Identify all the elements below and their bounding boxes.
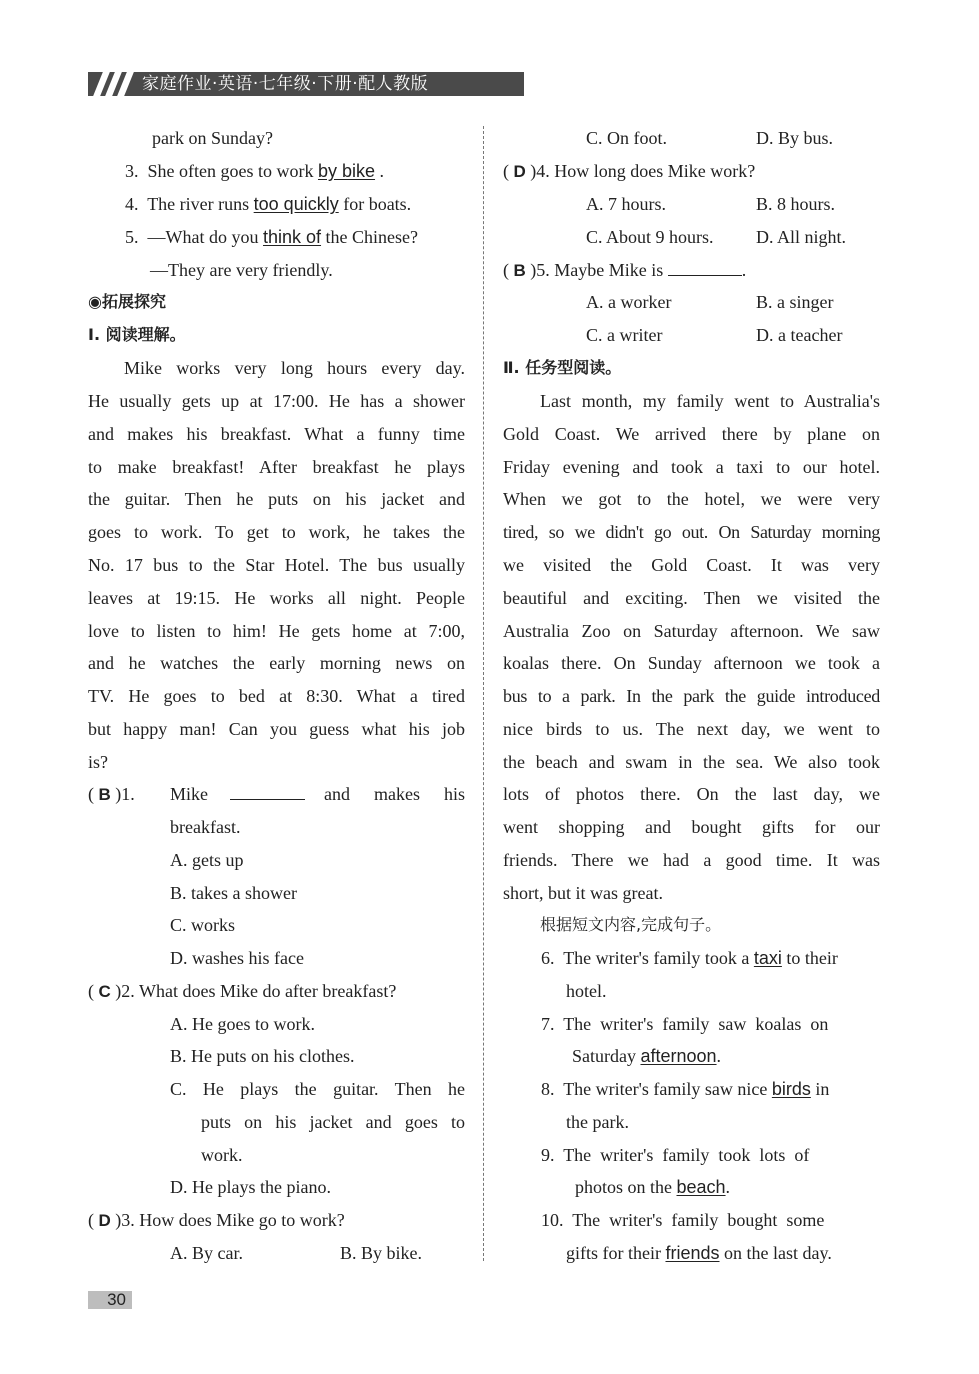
question-1-stem-b: and makes his [324, 784, 465, 804]
task-7: 7. The writer's family saw koalas on [541, 1014, 829, 1034]
passage-line: bus to a park. In the park the guide introduced [503, 686, 880, 706]
passage-line: but happy man! Can you guess what his job [88, 719, 465, 739]
passage-line: He usually gets up at 17:00. He has a shower [88, 391, 465, 411]
section-title: ◉拓展探究 [88, 292, 166, 311]
option-d: D. washes his face [170, 948, 304, 968]
answer-text: friends [665, 1243, 720, 1263]
answer-blank [668, 261, 742, 276]
option-b: B. He puts on his clothes. [170, 1046, 355, 1066]
option-a: A. a worker [586, 292, 672, 312]
option-b: B. takes a shower [170, 883, 297, 903]
question-answer: B [513, 261, 526, 280]
task-8-cont: the park. [566, 1112, 629, 1132]
option-d: D. a teacher [756, 325, 843, 345]
passage-line: is? [88, 752, 108, 772]
page-header-banner [88, 72, 524, 96]
option-c: C. On foot. [586, 128, 667, 148]
passage-line: we visited the Gold Coast. It was very [503, 555, 880, 575]
header-slash-decoration [94, 72, 138, 96]
option-d: D. By bus. [756, 128, 834, 148]
passage-line: No. 17 bus to the Star Hotel. The bus usually [88, 555, 465, 575]
answer-text: afternoon [640, 1046, 717, 1066]
option-c: C. He plays the guitar. Then he [170, 1079, 465, 1099]
option-d: D. He plays the piano. [170, 1177, 331, 1197]
option-b: B. By bike. [340, 1243, 423, 1263]
answer-text: by bike [317, 161, 376, 181]
question-1-number: ( B )1. [88, 784, 135, 804]
task-instruction: 根据短文内容,完成句子。 [540, 915, 722, 934]
fill-item-5: 5. —What do you think of the Chinese? [125, 227, 419, 247]
fill-item-3: 3. She often goes to work by bike . [125, 161, 385, 181]
option-c-cont: work. [201, 1145, 243, 1165]
task-6-cont: hotel. [566, 981, 607, 1001]
option-a: A. gets up [170, 850, 244, 870]
answer-text: birds [771, 1079, 811, 1099]
option-a: A. By car. [170, 1243, 243, 1263]
passage-line: short, but it was great. [503, 883, 663, 903]
page-number: 30 [88, 1291, 132, 1309]
passage-line: the beach and swam in the sea. We also took [503, 752, 880, 772]
question-3: ( D )3. How does Mike go to work? [88, 1210, 345, 1230]
passage-line: leaves at 19:15. He works all night. People [88, 588, 465, 608]
option-b: B. a singer [756, 292, 834, 312]
answer-text: think of [262, 227, 322, 247]
answer-text: beach [676, 1177, 726, 1197]
answer-text: too quickly [253, 194, 339, 214]
task-6: 6. The writer's family took a taxi to their [541, 948, 838, 968]
question-4: ( D )4. How long does Mike work? [503, 161, 756, 181]
item-5-reply: —They are very friendly. [150, 260, 333, 280]
passage-line: and makes his breakfast. What a funny time [88, 424, 465, 444]
prev-item-tail: park on Sunday? [152, 128, 273, 148]
passage-line: and he watches the early morning news on [88, 653, 465, 673]
option-a: A. He goes to work. [170, 1014, 315, 1034]
task-8: 8. The writer's family saw nice birds in [541, 1079, 830, 1099]
passage-line: friends. There we had a good time. It was [503, 850, 880, 870]
question-answer: D [513, 162, 526, 181]
option-a: A. 7 hours. [586, 194, 666, 214]
column-divider [483, 126, 484, 1261]
question-1-stem-c: breakfast. [170, 817, 241, 837]
question-answer: B [98, 785, 111, 804]
option-d: D. All night. [756, 227, 847, 247]
option-c: C. a writer [586, 325, 663, 345]
passage-line: tired, so we didn't go out. On Saturday morning [503, 522, 880, 542]
question-answer: D [98, 1211, 111, 1230]
question-1-stem-a: Mike [170, 784, 208, 804]
fill-item-4: 4. The river runs too quickly for boats. [125, 194, 412, 214]
passage-line: koalas there. On Sunday afternoon we took a [503, 653, 880, 673]
question-answer: C [98, 982, 111, 1001]
option-c: C. works [170, 915, 236, 935]
option-b: B. 8 hours. [756, 194, 836, 214]
passage-line: TV. He goes to bed at 8:30. What a tired [88, 686, 465, 706]
question-5: ( B )5. Maybe Mike is . [503, 260, 747, 280]
part-1-title: Ⅰ. 阅读理解。 [88, 325, 186, 344]
passage-line: lots of photos there. On the last day, we [503, 784, 880, 804]
passage-line: beautiful and exciting. Then we visited the [503, 588, 880, 608]
passage-line: goes to work. To get to work, he takes the [88, 522, 465, 542]
passage-line: Mike works very long hours every day. [124, 358, 465, 378]
question-2: ( C )2. What does Mike do after breakfast? [88, 981, 397, 1001]
task-7-cont: Saturday afternoon. [572, 1046, 722, 1066]
header-title: 家庭作业·英语·七年级·下册·配人教版 [142, 74, 429, 94]
option-c: C. About 9 hours. [586, 227, 714, 247]
passage-line: Friday evening and took a taxi to our hotel. [503, 457, 880, 477]
passage-line: to make breakfast! After breakfast he plays [88, 457, 465, 477]
answer-blank [230, 785, 305, 800]
answer-text: taxi [753, 948, 782, 968]
passage-line: went shopping and bought gifts for our [503, 817, 880, 837]
passage-line: love to listen to him! He gets home at 7:00, [88, 621, 465, 641]
task-10: 10. The writer's family bought some [541, 1210, 825, 1230]
passage-line: nice birds to us. The next day, we went to [503, 719, 880, 739]
passage-line: When we got to the hotel, we were very [503, 489, 880, 509]
passage-line: Gold Coast. We arrived there by plane on [503, 424, 880, 444]
passage-line: the guitar. Then he puts on his jacket and [88, 489, 465, 509]
task-10-cont: gifts for their friends on the last day. [566, 1243, 832, 1263]
option-c-cont: puts on his jacket and goes to [201, 1112, 465, 1132]
passage-line: Australia Zoo on Saturday afternoon. We saw [503, 621, 880, 641]
task-9: 9. The writer's family took lots of [541, 1145, 810, 1165]
part-2-title: Ⅱ. 任务型阅读。 [503, 358, 622, 377]
task-9-cont: photos on the beach. [575, 1177, 731, 1197]
passage-line: Last month, my family went to Australia's [540, 391, 880, 411]
